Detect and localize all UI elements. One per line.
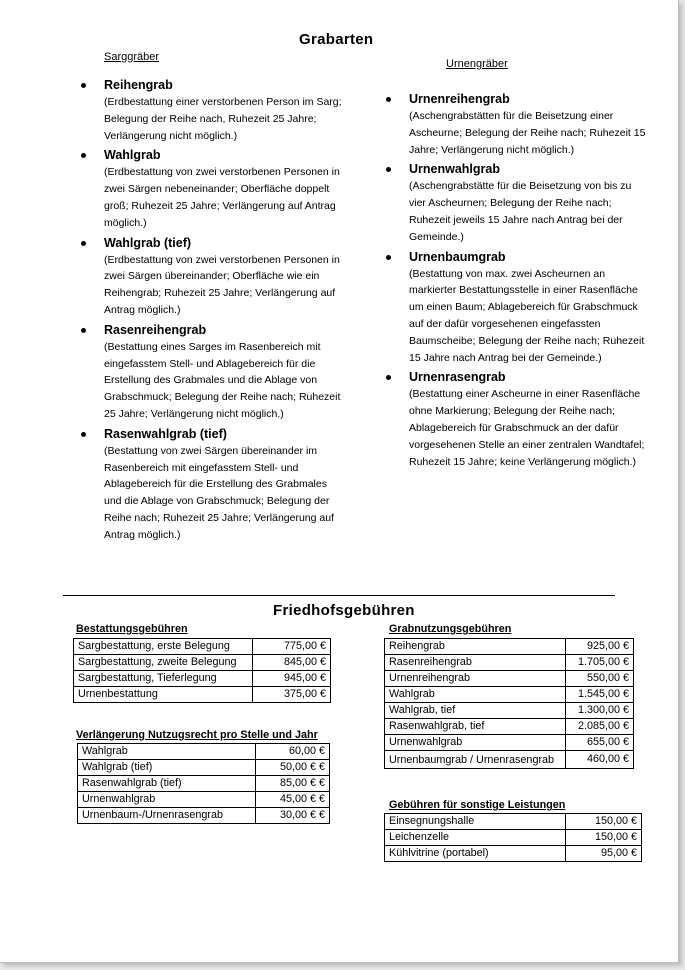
urnengraeber-heading: Urnengräber bbox=[446, 58, 508, 70]
fee-label: Urnenreihengrab bbox=[385, 671, 566, 687]
fee-label: Urnenbestattung bbox=[74, 687, 253, 703]
list-item bbox=[74, 235, 344, 319]
bullet bbox=[81, 153, 86, 158]
table-row bbox=[385, 751, 634, 769]
table-row bbox=[385, 735, 634, 751]
bullet bbox=[81, 241, 86, 246]
fee-label: Wahlgrab bbox=[385, 687, 566, 703]
grave-type-description: (Bestattung einer Ascheurne in einer Rasenfläche ohne Markierung; Belegung der Reihe nach; Ablagebereich für Grabschmuck an der dafür vorgesehenen Stelle an einer zentralen Wandtafel; Ruhezeit 15 Jahre; keine Verlängerung möglich.) bbox=[409, 388, 645, 468]
fee-label: Leichenzelle bbox=[385, 830, 566, 846]
grave-type-name: Wahlgrab (tief) bbox=[104, 235, 192, 250]
sarggraeber-heading: Sarggräber bbox=[104, 51, 160, 63]
fee-amount: 45,00 € € bbox=[255, 792, 329, 808]
fee-amount: 50,00 € € bbox=[255, 760, 329, 776]
fee-amount: 60,00 € bbox=[255, 744, 329, 760]
list-item bbox=[74, 77, 344, 144]
table-row bbox=[385, 639, 634, 655]
fee-label: Sargbestattung, zweite Belegung bbox=[74, 655, 253, 671]
fee-amount: 775,00 € bbox=[253, 639, 331, 655]
grave-type-name: Urnenrasengrab bbox=[409, 370, 506, 385]
table-row bbox=[385, 671, 634, 687]
bestattung-table bbox=[73, 638, 331, 703]
fee-label: Rasenreihengrab bbox=[385, 655, 566, 671]
fee-label: Sargbestattung, Tieferlegung bbox=[74, 671, 253, 687]
sonstige-table bbox=[384, 813, 642, 862]
table-row bbox=[78, 744, 330, 760]
fee-amount: 1.545,00 € bbox=[566, 687, 634, 703]
bullet bbox=[386, 167, 391, 172]
grave-type-description: (Erdbestattung von zwei verstorbenen Personen in zwei Särgen übereinander; Oberfläche wie ein Reihengrab; Ruhezeit 25 Jahre; Verlängerung auf Antrag möglich.) bbox=[104, 253, 340, 316]
grave-type-description: (Aschengrabstätte für die Beisetzung von bis zu vier Ascheurnen; Belegung der Reihe nach; Ruhezeit jeweils 15 Jahre nach Antrag bei der Gemeinde.) bbox=[409, 180, 632, 243]
bullet bbox=[81, 328, 86, 333]
table-row bbox=[385, 830, 642, 846]
fee-label: Wahlgrab, tief bbox=[385, 703, 566, 719]
grave-type-description: (Erdbestattung einer verstorbenen Person im Sarg; Belegung der Reihe nach, Ruhezeit 25 Jahre; Verlängerung nicht möglich.) bbox=[104, 96, 342, 142]
table-row bbox=[78, 760, 330, 776]
fee-amount: 655,00 € bbox=[566, 735, 634, 751]
bullet bbox=[386, 97, 391, 102]
urnengraeber-list bbox=[379, 91, 649, 473]
table-row bbox=[74, 639, 331, 655]
fee-amount: 85,00 € € bbox=[255, 776, 329, 792]
fee-amount: 95,00 € bbox=[566, 846, 642, 862]
table-row bbox=[74, 671, 331, 687]
list-item bbox=[379, 91, 649, 158]
fee-amount: 945,00 € bbox=[253, 671, 331, 687]
table-row bbox=[385, 655, 634, 671]
grave-type-description: (Bestattung eines Sarges im Rasenbereich mit eingefasstem Stell- und Ablagebereich für die Erstellung des Grabmales und die Ablage von Grabschmuck; Belegung der Reihe nach; Ruhezeit 25 Jahre; Verlängerung nicht möglich.) bbox=[104, 340, 341, 420]
fee-label: Wahlgrab (tief) bbox=[78, 760, 256, 776]
fee-label: Urnenbaum-/Urnenrasengrab bbox=[78, 808, 256, 824]
fee-label: Kühlvitrine (portabel) bbox=[385, 846, 566, 862]
list-item bbox=[379, 369, 649, 470]
fee-amount: 550,00 € bbox=[566, 671, 634, 687]
fee-label: Sargbestattung, erste Belegung bbox=[74, 639, 253, 655]
grabnutzung-table bbox=[384, 638, 634, 769]
fee-label: Wahlgrab bbox=[78, 744, 256, 760]
grave-type-description: (Bestattung von max. zwei Ascheurnen an markierter Bestattungsstelle in einer Rasenfläche um einen Baum; Ablagebereich für Grabschmuck auf der dafür vorgesehenen eingefassten Baumscheibe; Belegung der Reihe nach; Ruhezeit 15 Jahre nach Antrag bei der Gemeinde.) bbox=[409, 267, 645, 364]
table-row bbox=[385, 703, 634, 719]
fee-label: Rasenwahlgrab (tief) bbox=[78, 776, 256, 792]
sonstige-heading: Gebühren für sonstige Leistungen bbox=[389, 799, 566, 811]
table-row bbox=[385, 846, 642, 862]
list-item bbox=[379, 161, 649, 245]
fee-label: Urnenbaumgrab / Urnenrasengrab bbox=[385, 751, 566, 769]
list-item bbox=[379, 249, 649, 367]
fee-amount: 150,00 € bbox=[566, 814, 642, 830]
grabnutzung-heading: Grabnutzungsgebühren bbox=[389, 623, 512, 635]
grave-type-description: (Bestattung von zwei Särgen übereinander im Rasenbereich mit eingefasstem Stell- und Ablagebereich für die Erstellung des Grabmales und die Ablage von Grabschmuck; Belegung der Reihe nach; Ruhezeit 25 Jahre; Verlängerung auf Antrag möglich.) bbox=[104, 444, 334, 541]
fee-amount: 375,00 € bbox=[253, 687, 331, 703]
grave-type-name: Urnenreihengrab bbox=[409, 92, 510, 106]
fee-amount: 1.300,00 € bbox=[566, 703, 634, 719]
bullet bbox=[386, 255, 391, 260]
fee-amount: 925,00 € bbox=[566, 639, 634, 655]
table-row bbox=[385, 814, 642, 830]
section-divider bbox=[63, 595, 615, 596]
table-row bbox=[74, 687, 331, 703]
table-row bbox=[78, 776, 330, 792]
verlaengerung-heading: Verlängerung Nutzugsrecht pro Stelle und Jahr bbox=[76, 729, 318, 741]
grave-type-description: (Aschengrabstätten für die Beisetzung einer Ascheurne; Belegung der Reihe nach; Ruhezeit 15 Jahre; Verlängerung nicht möglich.) bbox=[409, 110, 646, 156]
verlaengerung-table bbox=[77, 743, 330, 824]
grave-type-name: Rasenreihengrab bbox=[104, 322, 207, 337]
fee-amount: 1.705,00 € bbox=[566, 655, 634, 671]
bestattung-heading: Bestattungsgebühren bbox=[76, 623, 188, 635]
fee-amount: 150,00 € bbox=[566, 830, 642, 846]
table-row bbox=[385, 719, 634, 735]
grave-type-name: Wahlgrab bbox=[104, 148, 161, 163]
table-row bbox=[78, 792, 330, 808]
grave-type-name: Rasenwahlgrab (tief) bbox=[104, 426, 227, 441]
gebuehren-title: Friedhofsgebühren bbox=[273, 602, 415, 619]
grave-type-description: (Erdbestattung von zwei verstorbenen Personen in zwei Särgen nebeneinander; Oberfläche doppelt groß; Ruhezeit 25 Jahre; Verlängerung auf Antrag möglich.) bbox=[104, 166, 340, 229]
grave-type-name: Urnenbaumgrab bbox=[409, 249, 506, 264]
list-item bbox=[74, 147, 344, 231]
bullet bbox=[386, 375, 391, 380]
fee-label: Rasenwahlgrab, tief bbox=[385, 719, 566, 735]
bullet bbox=[81, 83, 86, 88]
grave-type-name: Urnenwahlgrab bbox=[409, 162, 500, 177]
table-row bbox=[74, 655, 331, 671]
list-item bbox=[74, 426, 344, 544]
bullet bbox=[81, 432, 86, 437]
fee-label: Reihengrab bbox=[385, 639, 566, 655]
grave-type-name: Reihengrab bbox=[104, 78, 173, 92]
fee-label: Urnenwahlgrab bbox=[78, 792, 256, 808]
fee-label: Einsegnungshalle bbox=[385, 814, 566, 830]
grabarten-title: Grabarten bbox=[299, 31, 374, 48]
list-item bbox=[74, 322, 344, 423]
table-row bbox=[385, 687, 634, 703]
fee-amount: 460,00 € bbox=[566, 751, 634, 769]
fee-amount: 845,00 € bbox=[253, 655, 331, 671]
fee-amount: 2.085,00 € bbox=[566, 719, 634, 735]
sarggraeber-list bbox=[74, 77, 344, 547]
fee-label: Urnenwahlgrab bbox=[385, 735, 566, 751]
table-row bbox=[78, 808, 330, 824]
fee-amount: 30,00 € € bbox=[255, 808, 329, 824]
